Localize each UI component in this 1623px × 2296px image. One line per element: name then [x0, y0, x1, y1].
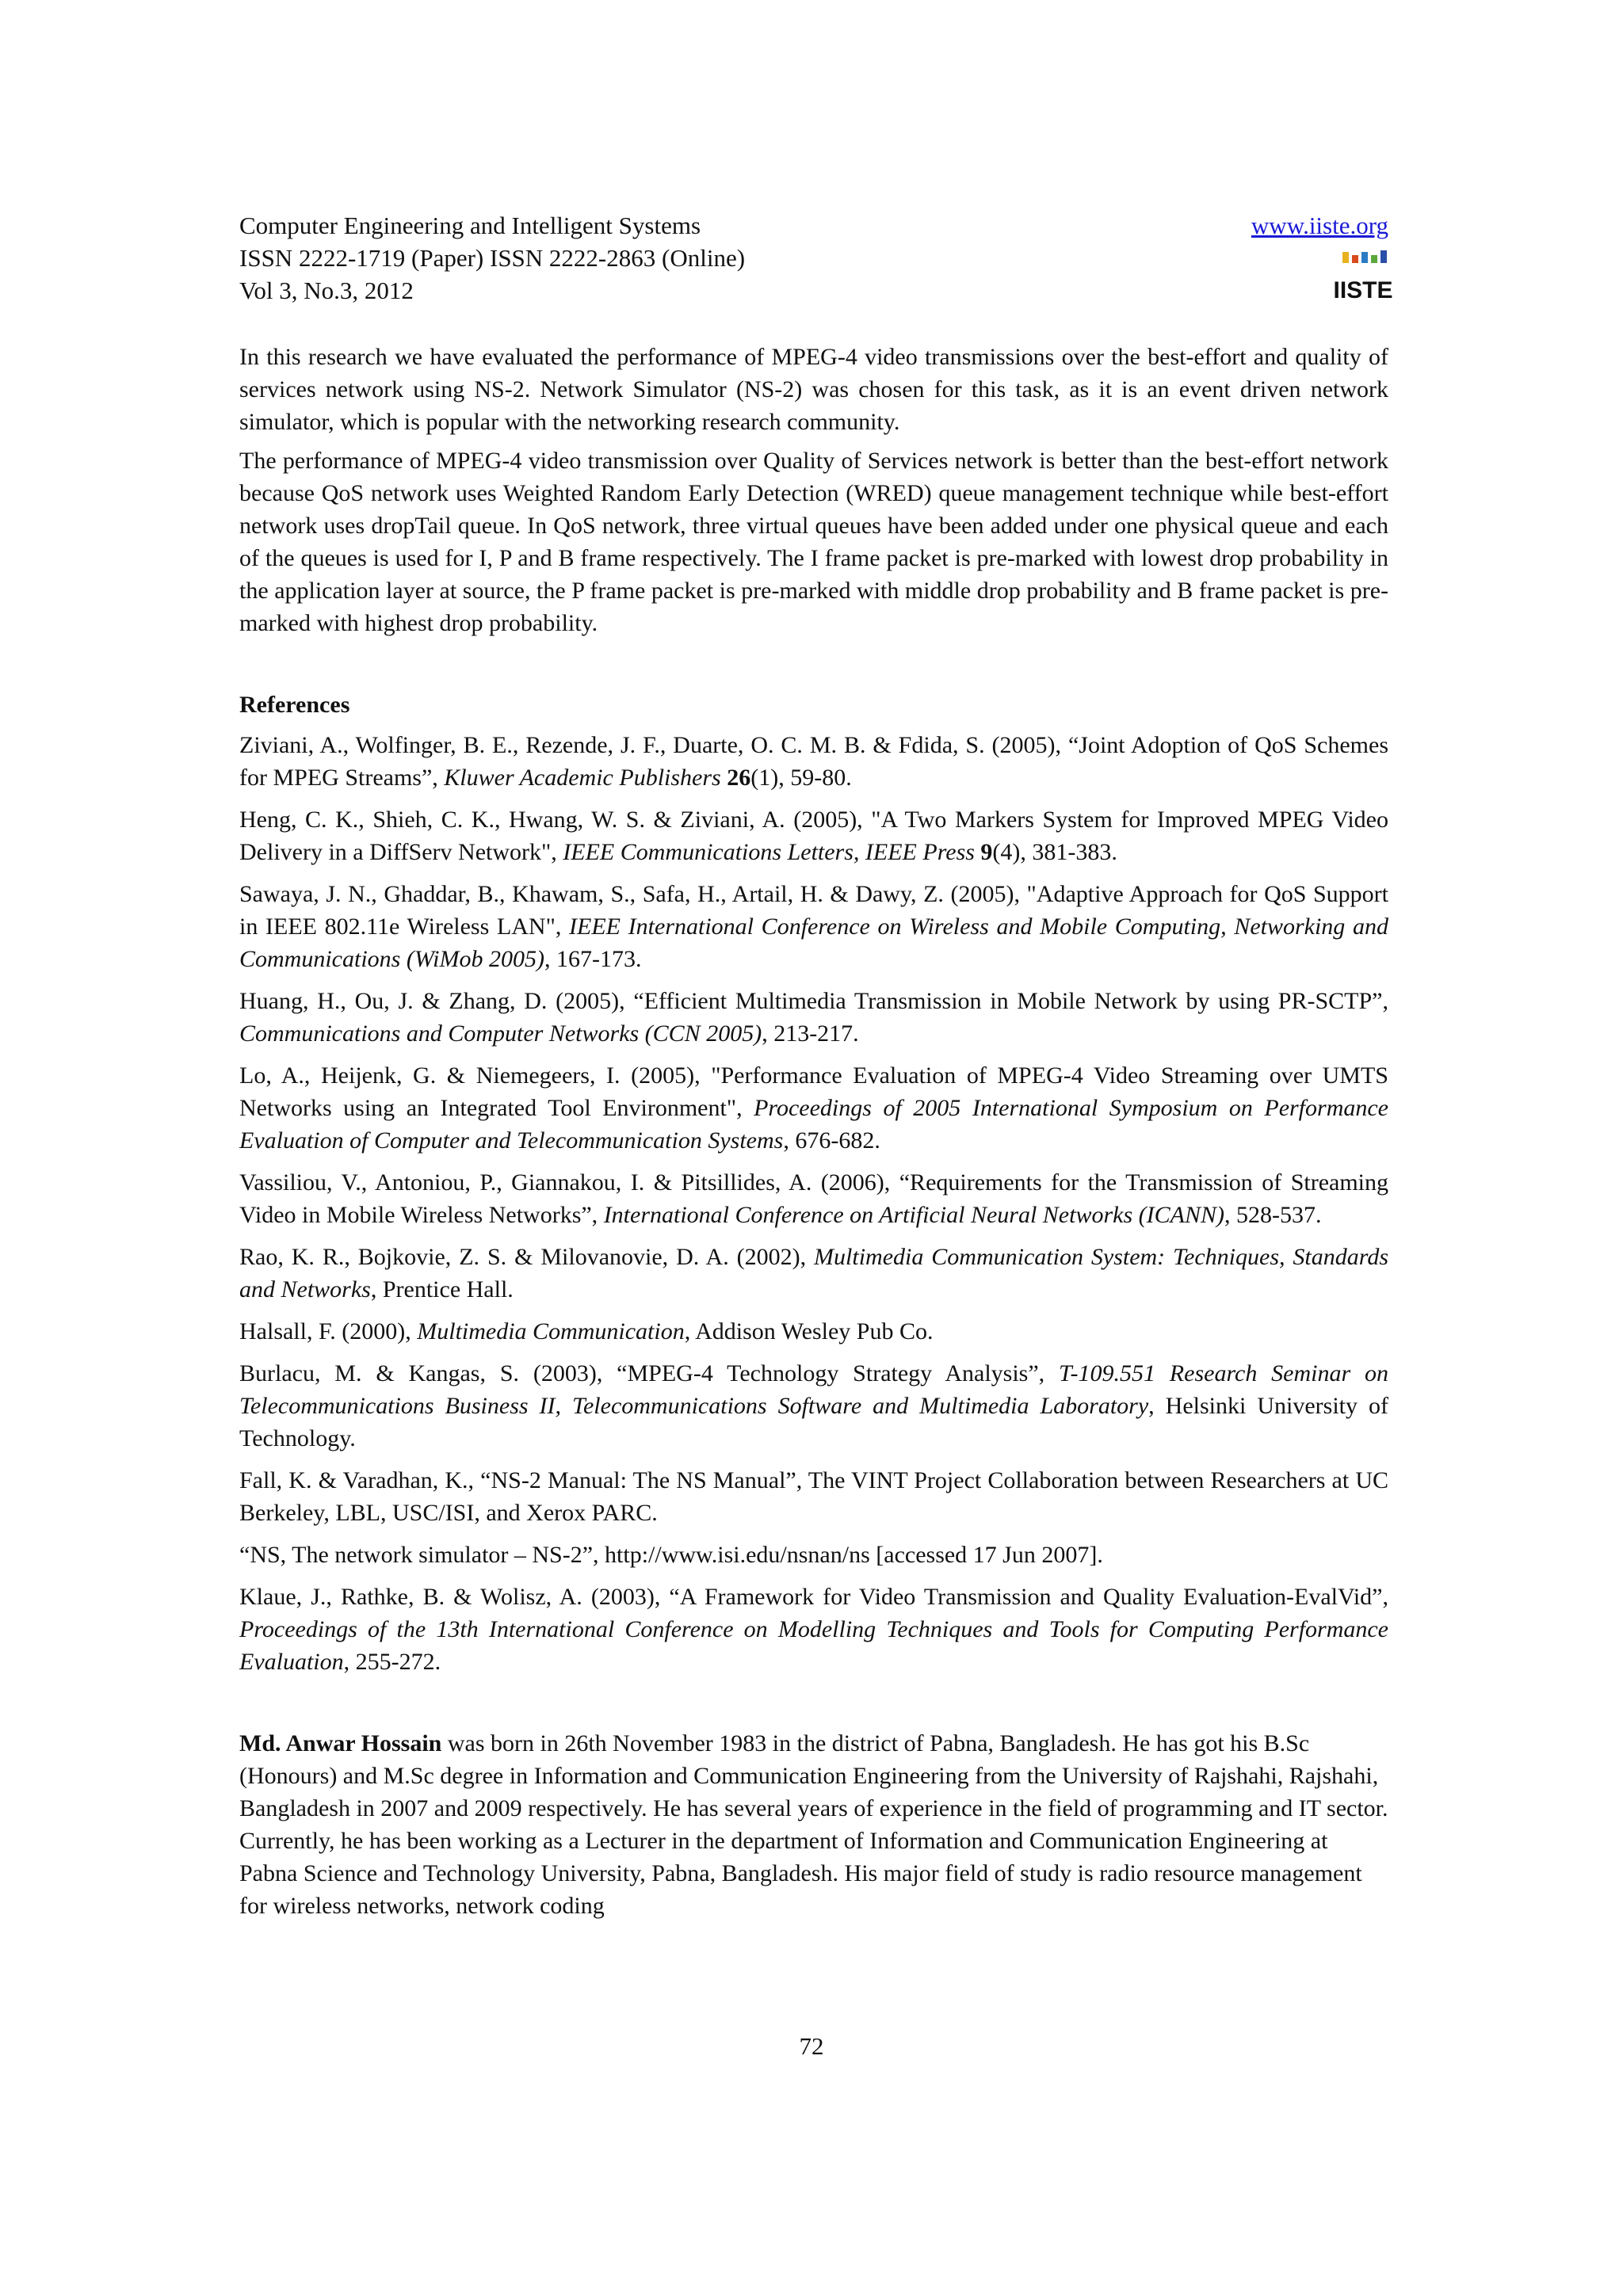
reference-item: Halsall, F. (2000), Multimedia Communication, Addison Wesley Pub Co.: [239, 1318, 934, 1344]
references-heading: References: [239, 692, 350, 718]
journal-url-link[interactable]: www.iiste.org: [1251, 212, 1388, 239]
author-bio: [239, 1727, 1388, 1922]
reference-item: Klaue, J., Rathke, B. & Wolisz, A. (2003), “A Framework for Video Transmission and Quality Evaluation-EvalVid”, Proceedings of the 13th International Conference on Modelling Techniques and Tools for Computing Performance Evaluation, 255-272.: [239, 1584, 1388, 1675]
reference-item: “NS, The network simulator – NS-2”, http://www.isi.edu/nsnan/ns [accessed 17 Jun 2007].: [239, 1542, 1103, 1568]
iiste-logo-icon: [1333, 250, 1393, 306]
journal-header: [239, 209, 745, 307]
logo-text: IISTE: [1333, 277, 1393, 303]
reference-item: Sawaya, J. N., Ghaddar, B., Khawam, S., Safa, H., Artail, H. & Dawy, Z. (2005), "Adaptive Approach for QoS Support in IEEE 802.11e Wireless LAN", IEEE International Conference on Wireless and Mobile Computing, Networking and Communications (WiMob 2005), 167-173.: [239, 881, 1388, 972]
page-body: [239, 341, 1388, 1928]
journal-title: Computer Engineering and Intelligent Systems: [239, 212, 701, 239]
paragraph-2: The performance of MPEG-4 video transmission over Quality of Services network is better than the best-effort network because QoS network uses Weighted Random Early Detection (WRED) queue management technique while best-effort network uses dropTail queue. In QoS network, three virtual queues have been added under one physical queue and each of the queues is used for I, P and B frame respectively. The I frame packet is pre-marked with lowest drop probability in the application layer at source, the P frame packet is pre-marked with middle drop probability and B frame packet is pre-marked with highest drop probability.: [239, 448, 1388, 636]
reference-item: Burlacu, M. & Kangas, S. (2003), “MPEG-4 Technology Strategy Analysis”, T-109.551 Research Seminar on Telecommunications Business II, Telecommunications Software and Multimedia Laboratory, Helsinki University of Technology.: [239, 1360, 1388, 1451]
references-list: [239, 729, 1388, 1678]
reference-item: Lo, A., Heijenk, G. & Niemegeers, I. (2005), "Performance Evaluation of MPEG-4 Video Streaming over UMTS Networks using an Integrated Tool Environment", Proceedings of 2005 International Symposium on Performance Evaluation of Computer and Telecommunication Systems, 676-682.: [239, 1062, 1388, 1154]
reference-item: Rao, K. R., Bojkovie, Z. S. & Milovanovie, D. A. (2002), Multimedia Communication System: Techniques, Standards and Networks, Prentice Hall.: [239, 1244, 1388, 1302]
author-bio-text: was born in 26th November 1983 in the district of Pabna, Bangladesh. He has got his B.Sc (Honours) and M.Sc degree in Information and Communication Engineering from the University of Rajshahi, Rajshahi, Bangladesh in 2007 and 2009 respectively. He has several years of experience in the field of programming and IT sector. Currently, he has been working as a Lecturer in the department of Information and Communication Engineering at Pabna Science and Technology University, Pabna, Bangladesh. His major field of study is radio resource management for wireless networks, network coding: [239, 1730, 1388, 1919]
author-name: Md. Anwar Hossain: [239, 1730, 442, 1756]
reference-item: Vassiliou, V., Antoniou, P., Giannakou, I. & Pitsillides, A. (2006), “Requirements for the Transmission of Streaming Video in Mobile Wireless Networks”, International Conference on Artificial Neural Networks (ICANN), 528-537.: [239, 1169, 1388, 1228]
page-number: 72: [799, 2032, 824, 2060]
journal-issn: ISSN 2222-1719 (Paper) ISSN 2222-2863 (Online): [239, 244, 746, 272]
reference-item: Fall, K. & Varadhan, K., “NS-2 Manual: The NS Manual”, The VINT Project Collaboration between Researchers at UC Berkeley, LBL, USC/ISI, and Xerox PARC.: [239, 1467, 1388, 1526]
paragraph-1: In this research we have evaluated the performance of MPEG-4 video transmissions over the best-effort and quality of services network using NS-2. Network Simulator (NS-2) was chosen for this task, as it is an event driven network simulator, which is popular with the networking research community.: [239, 344, 1388, 435]
reference-item: Ziviani, A., Wolfinger, B. E., Rezende, J. F., Duarte, O. C. M. B. & Fdida, S. (2005), “Joint Adoption of QoS Schemes for MPEG Streams”, Kluwer Academic Publishers 26(1), 59-80.: [239, 732, 1388, 791]
journal-volume: Vol 3, No.3, 2012: [239, 277, 414, 304]
reference-item: Huang, H., Ou, J. & Zhang, D. (2005), “Efficient Multimedia Transmission in Mobile Network by using PR-SCTP”, Communications and Computer Networks (CCN 2005), 213-217.: [239, 988, 1388, 1047]
reference-item: Heng, C. K., Shieh, C. K., Hwang, W. S. & Ziviani, A. (2005), "A Two Markers System for Improved MPEG Video Delivery in a DiffServ Network", IEEE Communications Letters, IEEE Press 9(4), 381-383.: [239, 807, 1388, 865]
